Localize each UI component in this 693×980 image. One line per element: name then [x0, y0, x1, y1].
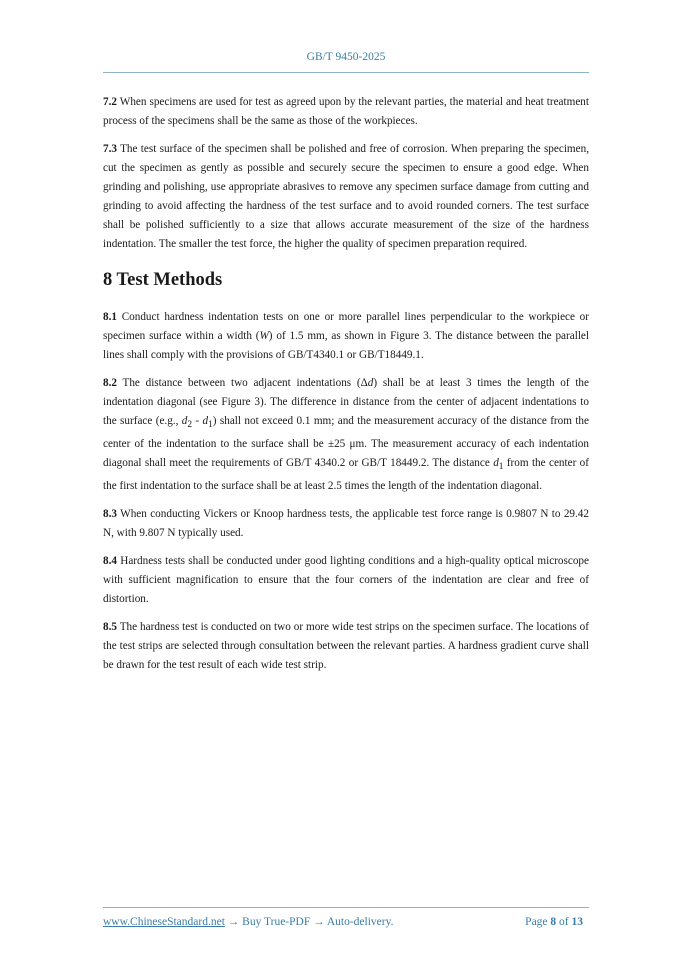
auto-delivery-text: Auto-delivery.: [324, 916, 394, 928]
clause-text: Conduct hardness indentation tests on one or more parallel lines perpendicular to the workpiece or specimen surface within a width (: [103, 311, 589, 342]
clause-number: 8.2: [103, 377, 117, 389]
clause-8-3: [103, 505, 589, 543]
clause-number: 7.2: [103, 96, 117, 108]
page-indicator: Page 8 of 13: [525, 916, 583, 928]
website-link[interactable]: www.ChineseStandard.net: [103, 916, 225, 928]
symbol-d1: d: [493, 457, 499, 470]
clause-8-4: [103, 552, 589, 609]
page-footer: [103, 916, 589, 928]
symbol-d1: d: [202, 415, 209, 427]
clause-text: When conducting Vickers or Knoop hardness tests, the applicable test force range is 0.9807 N to 29.42 N, with 9.807 N typically used.: [103, 508, 589, 540]
document-body: [103, 93, 589, 684]
symbol-w: W: [259, 330, 269, 342]
clause-number: 8.1: [103, 311, 117, 323]
clause-8-2: [103, 374, 589, 496]
section-heading: 8 Test Methods: [103, 270, 223, 290]
symbol-d2: d: [181, 415, 188, 427]
subscript-1: 1: [208, 420, 213, 431]
clause-text: The hardness test is conducted on two or more wide test strips on the specimen surface. The locations of the test strips are selected through consultation between the relevant parties. A hardness gradient curve shall be drawn for the test result of each wide test strip.: [103, 621, 589, 672]
clause-text: ) of 1.5 mm, as shown in Figure 3. The distance between the parallel lines shall comply with the provisions of GB/T4340.1 or GB/T18449.1.: [103, 330, 589, 361]
symbol-d: d: [367, 377, 374, 389]
arrow-icon: →: [227, 916, 240, 928]
header-divider: [103, 72, 589, 73]
page-number: 8: [550, 916, 557, 928]
clause-text: ) shall not exceed 0.1 mm; and the measurement accuracy of the distance from the center of the indentation to the surface shall be ±25 μm. The measurement accuracy of each indentation diagonal shall meet the requirements of GB/T 4340.2 or GB/T 18449.2. The distance: [103, 415, 589, 470]
clause-8-5: [103, 618, 589, 675]
clause-text: ) shall be at least 3 times the length of the indentation diagonal (see Figure 3). The difference in distance from the center of adjacent indentations to the surface (e.g.,: [103, 377, 589, 427]
clause-text: The test surface of the specimen shall be polished and free of corrosion. When preparing the specimen, cut the specimen as gently as possible and securely secure the specimen to ensure a good edge. When grinding and polishing, use appropriate abrasives to remove any specimen surface damage from cutting and grinding to avoid affecting the hardness of the test surface and to avoid rounded corners. The test surface shall be polished sufficiently to a size that allows accurate measurement of the size of the hardness indentation. The smaller the test force, the higher the quality of specimen preparation required.: [103, 143, 589, 250]
clause-number: 8.4: [103, 555, 117, 568]
subscript-1: 1: [498, 462, 504, 473]
footer-divider: [103, 907, 589, 908]
clause-text: When specimens are used for test as agreed upon by the relevant parties, the material and heat treatment process of the specimens shall be the same as those of the workpieces.: [103, 96, 589, 127]
subscript-2: 2: [187, 420, 193, 431]
buy-pdf-text: Buy True-PDF: [239, 916, 314, 928]
clause-number: 8.3: [103, 508, 117, 521]
clause-text: The distance between two adjacent indentations (Δ: [116, 377, 368, 389]
page-header: GB/T 9450-2025: [306, 51, 386, 63]
dash: -: [192, 415, 203, 427]
page-total: 13: [571, 916, 583, 928]
clause-7-2: [103, 93, 589, 131]
clause-7-3: [103, 140, 589, 254]
clause-number: 7.3: [103, 143, 117, 155]
clause-text: Hardness tests shall be conducted under good lighting conditions and a high-quality optical microscope with sufficient magnification to ensure that the four corners of the indentation are clear and free of distortion.: [103, 555, 589, 606]
clause-number: 8.5: [103, 621, 117, 634]
clause-text: from the center of the first indentation to the surface shall be at least 2.5 times the length of the indentation diagonal.: [103, 457, 589, 493]
arrow-icon: →: [313, 916, 325, 928]
clause-8-1: [103, 308, 589, 365]
